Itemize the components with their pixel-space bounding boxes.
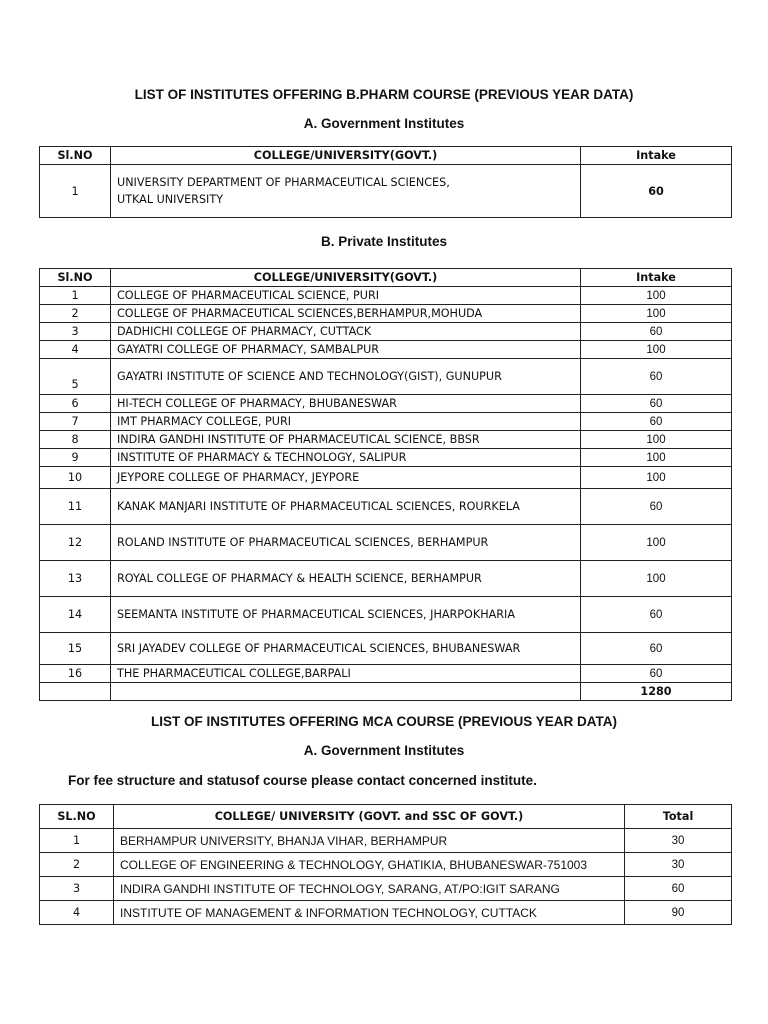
row-college-name: COLLEGE OF PHARMACEUTICAL SCIENCES,BERHAMPUR,MOHUDA: [111, 305, 581, 323]
row-college-name: [111, 165, 581, 218]
row-slno: 9: [40, 449, 111, 467]
table-row: [40, 341, 732, 359]
row-college-name: THE PHARMACEUTICAL COLLEGE,BARPALI: [111, 665, 581, 683]
mca-title: LIST OF INSTITUTES OFFERING MCA COURSE (PREVIOUS YEAR DATA): [150, 714, 617, 729]
row-college-name: ROLAND INSTITUTE OF PHARMACEUTICAL SCIENCES, BERHAMPUR: [111, 525, 581, 561]
col-header-college: COLLEGE/UNIVERSITY(GOVT.): [111, 269, 581, 287]
table-row: [40, 561, 732, 597]
col-header-slno: SL.NO: [40, 805, 114, 829]
row-college-name: INSTITUTE OF PHARMACY & TECHNOLOGY, SALIPUR: [111, 449, 581, 467]
row-intake: 60: [581, 323, 732, 341]
row-slno: 3: [40, 323, 111, 341]
table-header-row: [40, 269, 732, 287]
row-intake: 100: [581, 431, 732, 449]
row-college-name: GAYATRI COLLEGE OF PHARMACY, SAMBALPUR: [111, 341, 581, 359]
table-row: [40, 165, 732, 218]
table-row: [40, 287, 732, 305]
table-row: [40, 467, 732, 489]
row-intake: 60: [581, 395, 732, 413]
row-college-name: KANAK MANJARI INSTITUTE OF PHARMACEUTICAL SCIENCES, ROURKELA: [111, 489, 581, 525]
bpharm-private-heading: B. Private Institutes: [320, 234, 448, 249]
row-college-name: INDIRA GANDHI INSTITUTE OF PHARMACEUTICAL SCIENCE, BBSR: [111, 431, 581, 449]
row-intake: 60: [581, 665, 732, 683]
col-header-college: COLLEGE/UNIVERSITY(GOVT.): [111, 147, 581, 165]
row-slno: 1: [40, 165, 111, 218]
fee-note: For fee structure and statusof course please contact concerned institute.: [68, 773, 537, 788]
row-college-name: INSTITUTE OF MANAGEMENT & INFORMATION TECHNOLOGY, CUTTACK: [114, 901, 625, 925]
table-row: [40, 829, 732, 853]
table-row: [40, 853, 732, 877]
row-intake: 60: [581, 633, 732, 665]
row-college-name: GAYATRI INSTITUTE OF SCIENCE AND TECHNOLOGY(GIST), GUNUPUR: [111, 359, 581, 395]
table-row: [40, 395, 732, 413]
col-header-college: COLLEGE/ UNIVERSITY (GOVT. and SSC OF GOVT.): [114, 805, 625, 829]
row-slno: 3: [40, 877, 114, 901]
row-intake: 100: [581, 467, 732, 489]
row-college-name: COLLEGE OF ENGINEERING & TECHNOLOGY, GHATIKIA, BHUBANESWAR-751003: [114, 853, 625, 877]
col-header-total: Total: [625, 805, 732, 829]
row-college-name: DADHICHI COLLEGE OF PHARMACY, CUTTACK: [111, 323, 581, 341]
bpharm-private-table: [39, 268, 732, 701]
table-row: [40, 633, 732, 665]
row-college-name: JEYPORE COLLEGE OF PHARMACY, JEYPORE: [111, 467, 581, 489]
row-slno: 15: [40, 633, 111, 665]
table-header-row: [40, 805, 732, 829]
table-row: [40, 431, 732, 449]
mca-gov-heading: A. Government Institutes: [303, 743, 465, 758]
table-row: [40, 305, 732, 323]
table-row: [40, 489, 732, 525]
row-college-name: IMT PHARMACY COLLEGE, PURI: [111, 413, 581, 431]
row-slno: 14: [40, 597, 111, 633]
row-slno: 2: [40, 853, 114, 877]
row-slno: 2: [40, 305, 111, 323]
row-total: 30: [625, 829, 732, 853]
row-slno: 5: [40, 359, 111, 395]
mca-table: [39, 804, 732, 925]
college-name-line2: UTKAL UNIVERSITY: [117, 193, 224, 206]
row-college-name: COLLEGE OF PHARMACEUTICAL SCIENCE, PURI: [111, 287, 581, 305]
row-slno: 8: [40, 431, 111, 449]
row-intake: 100: [581, 561, 732, 597]
table-row: [40, 901, 732, 925]
row-intake: 60: [581, 165, 732, 218]
row-slno: 13: [40, 561, 111, 597]
row-slno: 12: [40, 525, 111, 561]
row-slno: 1: [40, 287, 111, 305]
row-intake: 60: [581, 359, 732, 395]
bpharm-gov-heading: A. Government Institutes: [303, 116, 465, 131]
row-slno: 4: [40, 341, 111, 359]
row-college-name: ROYAL COLLEGE OF PHARMACY & HEALTH SCIENCE, BERHAMPUR: [111, 561, 581, 597]
total-row: [40, 683, 732, 701]
row-intake: 100: [581, 305, 732, 323]
table-row: [40, 525, 732, 561]
row-slno: 1: [40, 829, 114, 853]
total-empty-cell: [111, 683, 581, 701]
row-slno: 7: [40, 413, 111, 431]
college-name-line1: UNIVERSITY DEPARTMENT OF PHARMACEUTICAL SCIENCES,: [117, 176, 450, 189]
row-total: 30: [625, 853, 732, 877]
row-slno: 10: [40, 467, 111, 489]
row-slno: 11: [40, 489, 111, 525]
row-college-name: INDIRA GANDHI INSTITUTE OF TECHNOLOGY, SARANG, AT/PO:IGIT SARANG: [114, 877, 625, 901]
row-college-name: SRI JAYADEV COLLEGE OF PHARMACEUTICAL SCIENCES, BHUBANESWAR: [111, 633, 581, 665]
col-header-intake: Intake: [581, 269, 732, 287]
bpharm-gov-table: [39, 146, 732, 218]
table-row: [40, 877, 732, 901]
bpharm-title: LIST OF INSTITUTES OFFERING B.PHARM COURSE (PREVIOUS YEAR DATA): [134, 87, 634, 102]
row-intake: 60: [581, 597, 732, 633]
table-header-row: [40, 147, 732, 165]
col-header-slno: Sl.NO: [40, 269, 111, 287]
col-header-slno: Sl.NO: [40, 147, 111, 165]
row-intake: 100: [581, 525, 732, 561]
row-college-name: SEEMANTA INSTITUTE OF PHARMACEUTICAL SCIENCES, JHARPOKHARIA: [111, 597, 581, 633]
total-intake: 1280: [581, 683, 732, 701]
row-total: 90: [625, 901, 732, 925]
row-total: 60: [625, 877, 732, 901]
row-intake: 100: [581, 287, 732, 305]
row-college-name: BERHAMPUR UNIVERSITY, BHANJA VIHAR, BERHAMPUR: [114, 829, 625, 853]
table-row: [40, 597, 732, 633]
row-intake: 100: [581, 341, 732, 359]
table-row: [40, 323, 732, 341]
table-row: [40, 449, 732, 467]
table-row: [40, 413, 732, 431]
row-intake: 100: [581, 449, 732, 467]
table-row: [40, 665, 732, 683]
row-intake: 60: [581, 489, 732, 525]
total-empty-cell: [40, 683, 111, 701]
row-intake: 60: [581, 413, 732, 431]
row-slno: 6: [40, 395, 111, 413]
col-header-intake: Intake: [581, 147, 732, 165]
table-row: [40, 359, 732, 395]
row-slno: 4: [40, 901, 114, 925]
row-slno: 16: [40, 665, 111, 683]
row-college-name: HI-TECH COLLEGE OF PHARMACY, BHUBANESWAR: [111, 395, 581, 413]
